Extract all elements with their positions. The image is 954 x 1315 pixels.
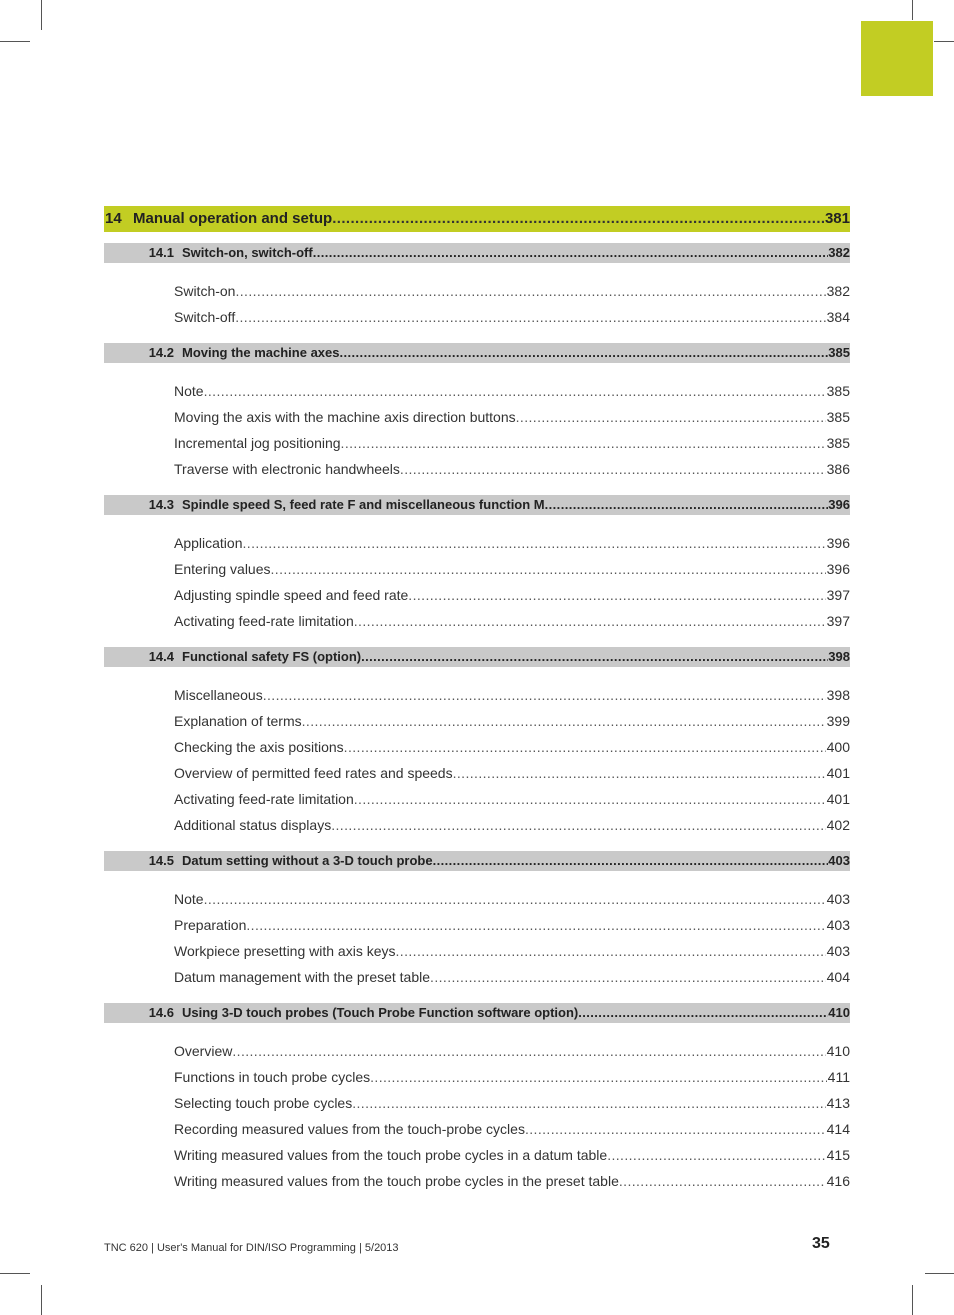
- chapter-page: 381: [824, 210, 850, 227]
- entry-title: Writing measured values from the touch probe cycles in a datum table: [174, 1147, 608, 1163]
- entry-title: Overview of permitted feed rates and speeds: [174, 765, 453, 781]
- dot-leader: [235, 278, 825, 304]
- entry-page: 402: [826, 817, 850, 833]
- dot-leader: [453, 760, 826, 786]
- toc-entry[interactable]: [174, 430, 850, 456]
- toc-entry[interactable]: [174, 1038, 850, 1064]
- entry-title: Checking the axis positions: [174, 739, 344, 755]
- dot-leader: [361, 647, 828, 667]
- toc-entry[interactable]: [174, 938, 850, 964]
- entry-page: 382: [826, 283, 850, 299]
- crop-mark-bottom-right-h: [925, 1273, 954, 1274]
- dot-leader: [354, 608, 826, 634]
- section-page: 410: [828, 1005, 850, 1020]
- entry-title: Activating feed-rate limitation: [174, 791, 354, 807]
- toc-entry[interactable]: [174, 708, 850, 734]
- section-heading[interactable]: [104, 495, 850, 515]
- entry-page: 396: [826, 535, 850, 551]
- crop-mark-top-left-h: [0, 41, 30, 42]
- entry-page: 397: [826, 613, 850, 629]
- entry-title: Traverse with electronic handwheels: [174, 461, 400, 477]
- entry-page: 403: [826, 917, 850, 933]
- dot-leader: [232, 1038, 825, 1064]
- dot-leader: [340, 343, 829, 363]
- entry-page: 386: [826, 461, 850, 477]
- toc-entry[interactable]: [174, 1168, 850, 1194]
- entry-title: Adjusting spindle speed and feed rate: [174, 587, 409, 603]
- section-list: [104, 243, 850, 1207]
- toc-entry[interactable]: [174, 582, 850, 608]
- section-title: Switch-on, switch-off: [182, 245, 313, 260]
- toc-entry[interactable]: [174, 886, 850, 912]
- dot-leader: [516, 404, 826, 430]
- dot-leader: [302, 708, 826, 734]
- chapter-heading[interactable]: [104, 206, 850, 232]
- section-number: 14.3: [148, 497, 174, 512]
- dot-leader: [246, 912, 825, 938]
- section-number: 14.4: [148, 649, 174, 664]
- entry-page: 400: [826, 739, 850, 755]
- dot-leader: [354, 786, 826, 812]
- crop-mark-bottom-left-h: [0, 1273, 30, 1274]
- section-title: Datum setting without a 3-D touch probe: [182, 853, 433, 868]
- entry-page: 384: [826, 309, 850, 325]
- entry-list: [104, 1023, 850, 1207]
- entry-page: 415: [826, 1147, 850, 1163]
- section-title: Moving the machine axes: [182, 345, 340, 360]
- entry-title: Datum management with the preset table: [174, 969, 431, 985]
- toc-entry[interactable]: [174, 378, 850, 404]
- section-heading[interactable]: [104, 243, 850, 263]
- crop-mark-top-left-v: [41, 0, 42, 30]
- entry-title: Recording measured values from the touch-probe cycles: [174, 1121, 525, 1137]
- crop-mark-top-right-h: [934, 41, 954, 42]
- entry-page: 385: [826, 383, 850, 399]
- dot-leader: [204, 378, 826, 404]
- entry-page: 414: [826, 1121, 850, 1137]
- dot-leader: [313, 243, 829, 263]
- section-page: 403: [828, 853, 850, 868]
- toc-entry[interactable]: [174, 734, 850, 760]
- toc-entry[interactable]: [174, 1142, 850, 1168]
- dot-leader: [204, 886, 826, 912]
- dot-leader: [332, 206, 825, 232]
- section-number: 14.2: [148, 345, 174, 360]
- section-page: 382: [828, 245, 850, 260]
- dot-leader: [235, 304, 825, 330]
- section-title: Using 3-D touch probes (Touch Probe Function software option): [182, 1005, 579, 1020]
- dot-leader: [607, 1142, 825, 1168]
- entry-page: 397: [826, 587, 850, 603]
- section-title: Spindle speed S, feed rate F and miscellaneous function M: [182, 497, 545, 512]
- section-heading[interactable]: [104, 343, 850, 363]
- entry-page: 398: [826, 687, 850, 703]
- dot-leader: [271, 556, 826, 582]
- dot-leader: [400, 456, 826, 482]
- toc-entry[interactable]: [174, 278, 850, 304]
- entry-title: Miscellaneous: [174, 687, 263, 703]
- toc-entry[interactable]: [174, 404, 850, 430]
- entry-title: Note: [174, 891, 204, 907]
- section-number: 14.6: [148, 1005, 174, 1020]
- entry-page: 403: [826, 943, 850, 959]
- entry-page: 416: [826, 1173, 850, 1189]
- section-heading[interactable]: [104, 851, 850, 871]
- dot-leader: [243, 530, 826, 556]
- entry-page: 396: [826, 561, 850, 577]
- dot-leader: [578, 1003, 828, 1023]
- dot-leader: [619, 1168, 826, 1194]
- entry-title: Additional status displays: [174, 817, 332, 833]
- entry-page: 401: [826, 765, 850, 781]
- toc-entry[interactable]: [174, 912, 850, 938]
- section-page: 398: [828, 649, 850, 664]
- toc-entry[interactable]: [174, 530, 850, 556]
- entry-title: Overview: [174, 1043, 233, 1059]
- entry-title: Preparation: [174, 917, 247, 933]
- entry-page: 385: [826, 435, 850, 451]
- toc-entry[interactable]: [174, 1090, 850, 1116]
- crop-mark-bottom-left-v: [41, 1285, 42, 1315]
- entry-list: [104, 515, 850, 647]
- dot-leader: [344, 734, 826, 760]
- dot-leader: [341, 430, 826, 456]
- section-heading[interactable]: [104, 647, 850, 667]
- section-page: 396: [828, 497, 850, 512]
- section-number: 14.1: [148, 245, 174, 260]
- footer-text: TNC 620 | User's Manual for DIN/ISO Programming | 5/2013: [104, 1242, 399, 1254]
- entry-title: Workpiece presetting with axis keys: [174, 943, 396, 959]
- dot-leader: [545, 495, 829, 515]
- toc-entry[interactable]: [174, 1116, 850, 1142]
- entry-page: 403: [826, 891, 850, 907]
- entry-title: Functions in touch probe cycles: [174, 1069, 371, 1085]
- dot-leader: [430, 964, 826, 990]
- chapter-number: 14: [105, 210, 122, 227]
- section-heading[interactable]: [104, 1003, 850, 1023]
- entry-page: 410: [826, 1043, 850, 1059]
- toc-entry[interactable]: [174, 456, 850, 482]
- entry-page: 413: [826, 1095, 850, 1111]
- page-number: 35: [812, 1235, 830, 1252]
- crop-mark-bottom-right-v: [912, 1285, 913, 1315]
- entry-title: Switch-off: [174, 309, 236, 325]
- dot-leader: [331, 812, 825, 838]
- toc-entry[interactable]: [174, 304, 850, 330]
- toc-entry[interactable]: [174, 964, 850, 990]
- dot-leader: [433, 851, 829, 871]
- dot-leader: [352, 1090, 825, 1116]
- entry-page: 411: [827, 1069, 850, 1085]
- entry-page: 401: [826, 791, 850, 807]
- entry-title: Selecting touch probe cycles: [174, 1095, 353, 1111]
- entry-title: Writing measured values from the touch probe cycles in the preset table: [174, 1173, 619, 1189]
- entry-list: [104, 871, 850, 1003]
- dot-leader: [408, 582, 825, 608]
- entry-title: Explanation of terms: [174, 713, 302, 729]
- section-title: Functional safety FS (option): [182, 649, 362, 664]
- toc-entry[interactable]: [174, 682, 850, 708]
- entry-title: Entering values: [174, 561, 271, 577]
- toc-entry[interactable]: [174, 1064, 850, 1090]
- dot-leader: [263, 682, 826, 708]
- entry-title: Activating feed-rate limitation: [174, 613, 354, 629]
- chapter-accent-tab: [861, 21, 933, 96]
- toc-entry[interactable]: [174, 760, 850, 786]
- entry-page: 385: [826, 409, 850, 425]
- dot-leader: [525, 1116, 826, 1142]
- toc-entry[interactable]: [174, 608, 850, 634]
- entry-page: 404: [826, 969, 850, 985]
- entry-list: [104, 263, 850, 343]
- entry-title: Moving the axis with the machine axis direction buttons: [174, 409, 516, 425]
- chapter-title: Manual operation and setup: [133, 210, 333, 227]
- entry-title: Application: [174, 535, 243, 551]
- entry-list: [104, 363, 850, 495]
- entry-title: Switch-on: [174, 283, 236, 299]
- crop-mark-top-right-v: [912, 0, 913, 20]
- entry-page: 399: [826, 713, 850, 729]
- section-page: 385: [828, 345, 850, 360]
- section-number: 14.5: [148, 853, 174, 868]
- dot-leader: [396, 938, 826, 964]
- table-of-contents: [104, 206, 850, 1207]
- entry-list: [104, 667, 850, 851]
- toc-entry[interactable]: [174, 812, 850, 838]
- toc-entry[interactable]: [174, 556, 850, 582]
- toc-entry[interactable]: [174, 786, 850, 812]
- entry-title: Incremental jog positioning: [174, 435, 341, 451]
- dot-leader: [370, 1064, 827, 1090]
- entry-title: Note: [174, 383, 204, 399]
